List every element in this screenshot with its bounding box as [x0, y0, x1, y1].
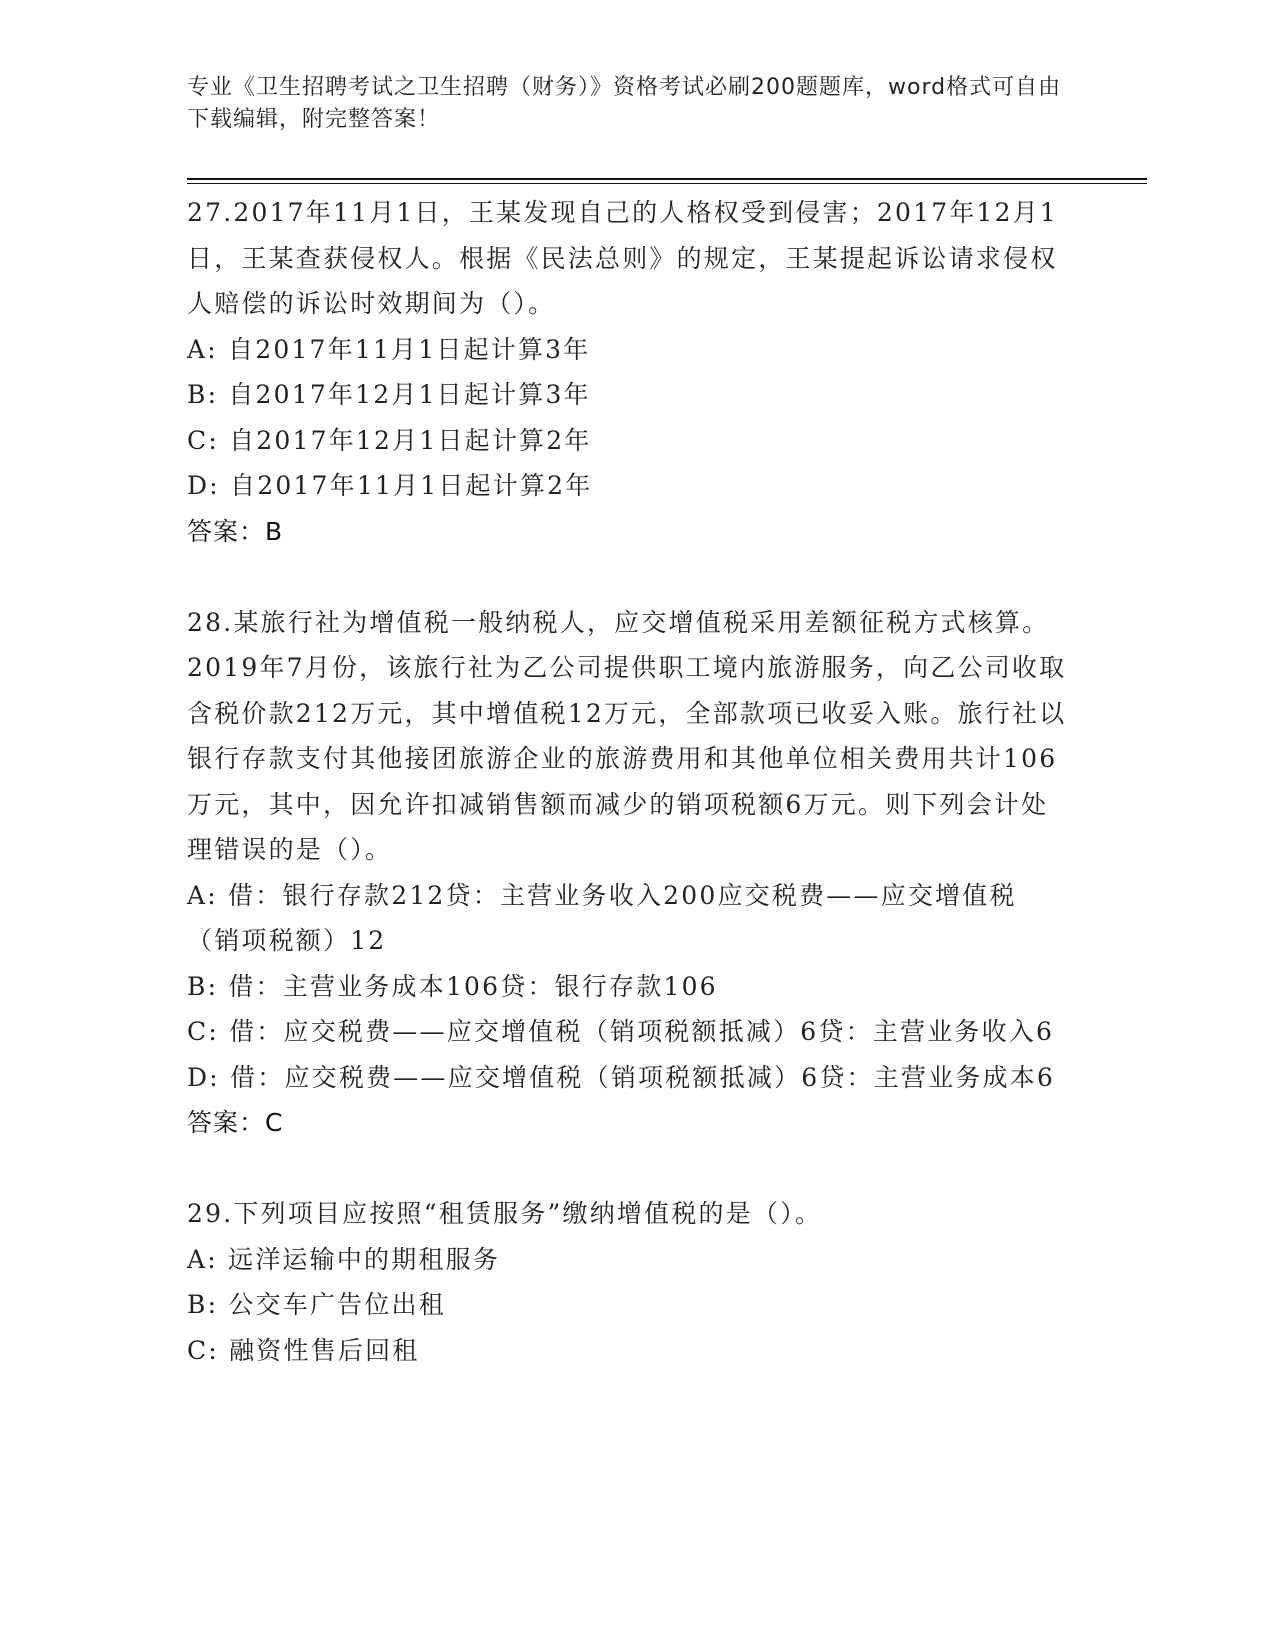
option-b: B: 公交车广告位出租 [187, 1290, 446, 1319]
header-divider-thick [187, 178, 1147, 180]
question-29 [187, 1191, 1067, 1373]
header-divider-thin [187, 183, 1147, 184]
question-stem: 29.下列项目应按照“租赁服务”缴纳增值税的是（）。 [187, 1199, 823, 1228]
question-list [187, 190, 1067, 1373]
question-28 [187, 600, 1067, 1146]
option-d: D: 借：应交税费——应交增值税（销项税额抵减）6贷：主营业务成本6 [187, 1062, 1056, 1092]
option-a: A: 远洋运输中的期租服务 [187, 1244, 501, 1274]
document-header: 专业《卫生招聘考试之卫生招聘（财务）》资格考试必刷200题题库，word格式可自由下载编辑，附完整答案！ [187, 75, 1062, 132]
option-a: A: 自2017年11月1日起计算3年 [187, 334, 591, 364]
question-spacer [187, 1146, 1067, 1192]
question-spacer [187, 554, 1067, 600]
option-c: C: 借：应交税费——应交增值税（销项税额抵减）6贷：主营业务收入6 [187, 1017, 1055, 1046]
question-stem: 27.2017年11月1日，王某发现自己的人格权受到侵害；2017年12月1日，王某查获侵权人。根据《民法总则》的规定，王某提起诉讼请求侵权人赔偿的诉讼时效期间为（）。 [187, 198, 1059, 318]
option-d: D: 自2017年11月1日起计算2年 [187, 471, 593, 500]
option-b: B: 自2017年12月1日起计算3年 [187, 380, 591, 409]
question-stem: 28.某旅行社为增值税一般纳税人，应交增值税采用差额征税方式核算。2019年7月份，该旅行社为乙公司提供职工境内旅游服务，向乙公司收取含税价款212万元，其中增值税12万元，全部款项已收妥入账。旅行社以银行存款支付其他接团旅游企业的旅游费用和其他单位相关费用共计106万元，其中，因允许扣减销售额而减少的销项税额6万元。则下列会计处理错误的是（）。 [187, 607, 1067, 864]
option-a: A: 借：银行存款212贷：主营业务收入200应交税费——应交增值税（销项税额）12 [187, 880, 1017, 955]
option-b: B: 借：主营业务成本106贷：银行存款106 [187, 971, 718, 1001]
option-c: C: 融资性售后回租 [187, 1335, 420, 1365]
answer-label: 答案：C [187, 1108, 284, 1137]
answer-label: 答案：B [187, 516, 284, 546]
option-c: C: 自2017年12月1日起计算2年 [187, 425, 592, 455]
question-27 [187, 190, 1067, 554]
